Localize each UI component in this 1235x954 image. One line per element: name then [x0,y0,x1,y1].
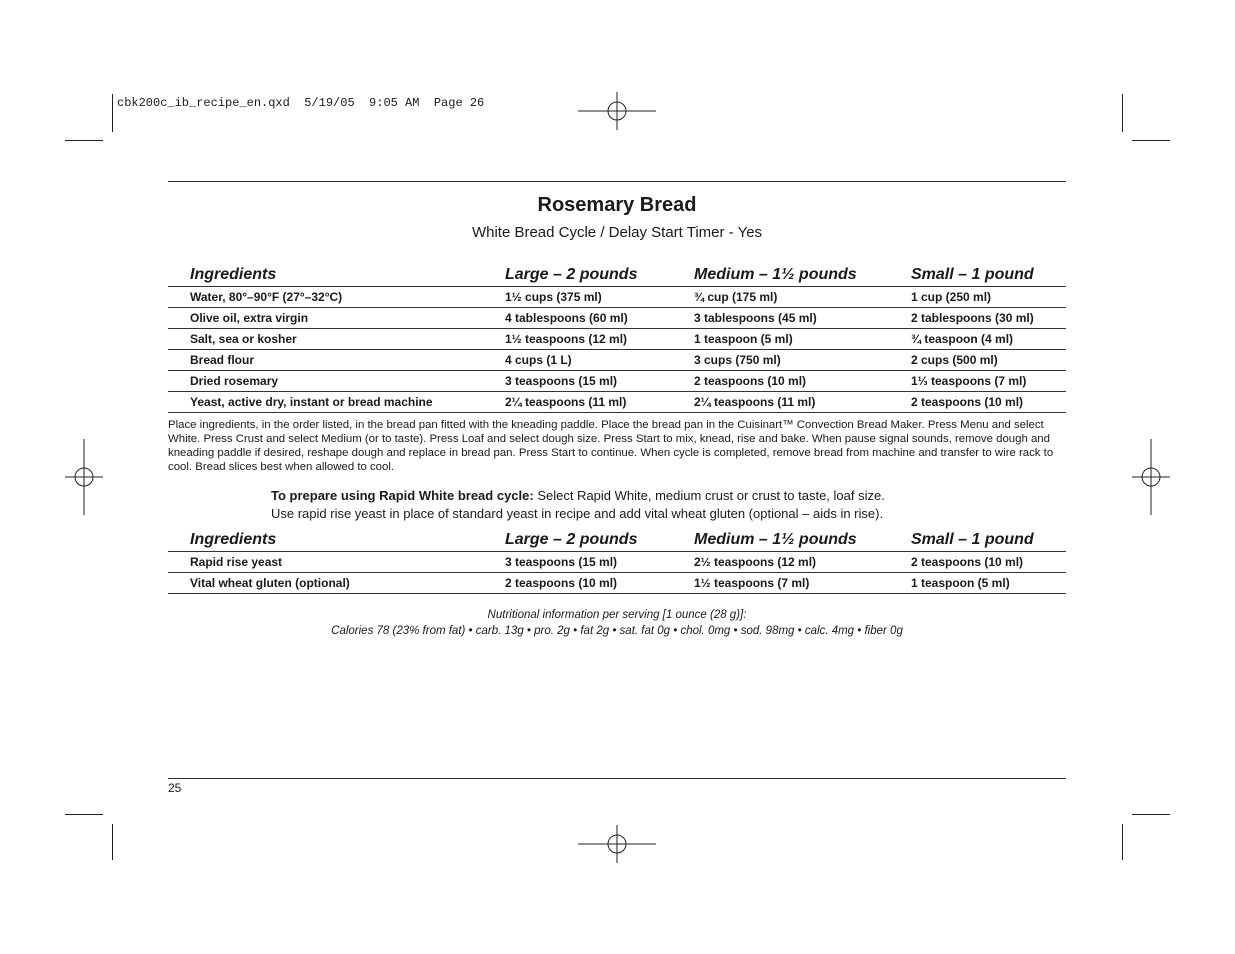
registration-mark-left [65,439,103,515]
medium-amount: ¾ cup (175 ml) [694,287,911,308]
registration-mark-bottom [578,825,656,863]
recipe-subtitle: White Bread Cycle / Delay Start Timer - Yes [471,224,763,241]
ingredient-name: Bread flour [168,350,505,371]
table-row [168,308,1066,329]
medium-amount: 2 teaspoons (10 ml) [694,371,911,392]
column-header-large: Large – 2 pounds [505,260,694,287]
large-amount: 2¼ teaspoons (11 ml) [505,392,694,413]
large-amount: 3 teaspoons (15 ml) [505,371,694,392]
nutrition-values: Calories 78 (23% from fat) • carb. 13g • pro. 2g • fat 2g • sat. fat 0g • chol. 0mg • sod. 98mg • calc. 4mg • fiber 0g [331,625,903,637]
medium-amount: 2¼ teaspoons (11 ml) [694,392,911,413]
recipe-instructions: Place ingredients, in the order listed, in the bread pan fitted with the kneading paddle. Place the bread pan in the Cuisinart™ Convection Bread Maker. Press Menu and select White. Press Crust and select Medium (or to taste). Press Loaf and select dough size. Press Start to mix, knead, rise and bake. When pause signal sounds, remove dough and kneading paddle if desired, reshape dough and replace in bread pan. Press Start to continue. When cycle is completed, remove bread from machine and transfer to wire rack to cool. Bread slices best when allowed to cool. [168,419,1054,473]
rapid-ingredients-table [168,525,1066,594]
ingredient-name: Dried rosemary [168,371,505,392]
ingredient-name: Water, 80°–90°F (27°–32°C) [168,287,505,308]
nutrition-info [168,607,1066,639]
small-amount: 2 tablespoons (30 ml) [911,308,1066,329]
table-row [168,329,1066,350]
medium-amount: 1 teaspoon (5 ml) [694,329,911,350]
medium-amount: 2½ teaspoons (12 ml) [694,552,911,573]
top-rule [168,181,1066,182]
page-number: 25 [168,781,182,795]
ingredient-name: Rapid rise yeast [168,552,505,573]
table-row [168,350,1066,371]
rapid-cycle-note [271,487,1061,523]
nutrition-heading: Nutritional information per serving [1 ounce (28 g)]: [487,609,747,621]
large-amount: 3 teaspoons (15 ml) [505,552,694,573]
registration-mark-right [1132,439,1170,515]
column-header-large: Large – 2 pounds [505,525,694,552]
rapid-cycle-lead: To prepare using Rapid White bread cycle: [271,488,534,503]
ingredient-name: Vital wheat gluten (optional) [168,573,505,594]
small-amount: 1⅓ teaspoons (7 ml) [911,371,1066,392]
small-amount: ¾ teaspoon (4 ml) [911,329,1066,350]
ingredients-table [168,260,1066,413]
small-amount: 1 teaspoon (5 ml) [911,573,1066,594]
ingredient-name: Olive oil, extra virgin [168,308,505,329]
large-amount: 4 tablespoons (60 ml) [505,308,694,329]
table-row [168,573,1066,594]
small-amount: 1 cup (250 ml) [911,287,1066,308]
recipe-title: Rosemary Bread [537,194,697,216]
large-amount: 1½ cups (375 ml) [505,287,694,308]
small-amount: 2 teaspoons (10 ml) [911,392,1066,413]
table-row [168,371,1066,392]
column-header-small: Small – 1 pound [911,260,1066,287]
medium-amount: 1½ teaspoons (7 ml) [694,573,911,594]
large-amount: 2 teaspoons (10 ml) [505,573,694,594]
ingredient-name: Salt, sea or kosher [168,329,505,350]
large-amount: 1½ teaspoons (12 ml) [505,329,694,350]
ingredient-name: Yeast, active dry, instant or bread machine [168,392,505,413]
table-row [168,287,1066,308]
bottom-rule [168,778,1066,779]
print-slug: cbk200c_ib_recipe_en.qxd 5/19/05 9:05 AM Page 26 [117,96,485,110]
column-header-small: Small – 1 pound [911,525,1066,552]
registration-mark-top [578,92,656,130]
column-header-ingredients: Ingredients [168,260,505,287]
large-amount: 4 cups (1 L) [505,350,694,371]
column-header-ingredients: Ingredients [168,525,505,552]
table-header-row [168,525,1066,552]
rapid-cycle-line1: Select Rapid White, medium crust or crust to taste, loaf size. [533,488,885,503]
rapid-cycle-line2: Use rapid rise yeast in place of standard yeast in recipe and add vital wheat gluten (optional – aids in rise). [271,506,884,521]
table-header-row [168,260,1066,287]
column-header-medium: Medium – 1½ pounds [694,260,911,287]
table-row [168,552,1066,573]
small-amount: 2 teaspoons (10 ml) [911,552,1066,573]
medium-amount: 3 cups (750 ml) [694,350,911,371]
small-amount: 2 cups (500 ml) [911,350,1066,371]
column-header-medium: Medium – 1½ pounds [694,525,911,552]
medium-amount: 3 tablespoons (45 ml) [694,308,911,329]
table-row [168,392,1066,413]
